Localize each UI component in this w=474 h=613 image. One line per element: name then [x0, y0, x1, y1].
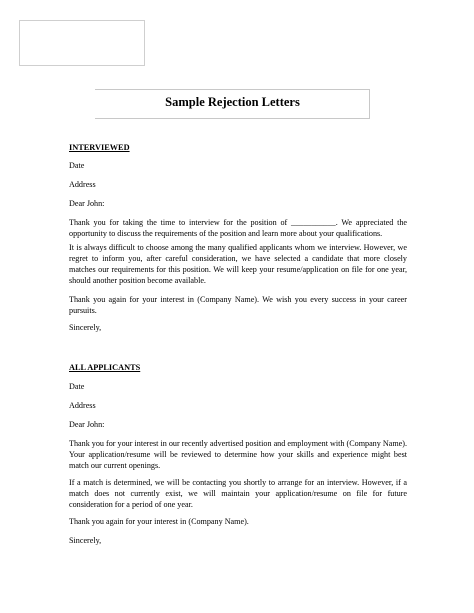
letter1-paragraph-2: It is always difficult to choose among the many qualified applicants whom we interview. However, we regret to inform you, after careful consideration, we have selected a candidate that more closely matches our requirements for this position. We will keep your resume/application on file for one year, should another position become available.	[69, 243, 407, 285]
page-title: Sample Rejection Letters	[165, 95, 300, 109]
section-heading-all-applicants: ALL APPLICANTS	[69, 363, 141, 372]
letter2-salutation: Dear John:	[69, 420, 105, 429]
letter1-paragraph-3: Thank you again for your interest in (Company Name). We wish you every success in your career pursuits.	[69, 295, 407, 315]
logo-placeholder-box	[19, 20, 145, 66]
letter1-closing: Sincerely,	[69, 323, 102, 332]
letter2-address: Address	[69, 401, 96, 410]
section-heading-interviewed: INTERVIEWED	[69, 143, 130, 152]
letter1-salutation: Dear John:	[69, 199, 105, 208]
letter2-date: Date	[69, 382, 85, 391]
letter1-address: Address	[69, 180, 96, 189]
letter2-paragraph-2: If a match is determined, we will be contacting you shortly to arrange for an interview. However, if a match does not currently exist, we will maintain your application/resume on file for future consideration for a period of one year.	[69, 478, 407, 509]
letter1-date: Date	[69, 161, 85, 170]
letter1-paragraph-1: Thank you for taking the time to interview for the position of ___________. We appreciated the opportunity to discuss the requirements of the position and learn more about your qualifications.	[69, 218, 407, 238]
letter2-paragraph-1: Thank you for your interest in our recently advertised position and employment with (Company Name). Your application/resume will be reviewed to determine how your skills and experience might best match our current openings.	[69, 439, 407, 470]
letter2-paragraph-3: Thank you again for your interest in (Company Name).	[69, 517, 249, 526]
letter2-closing: Sincerely,	[69, 536, 102, 545]
